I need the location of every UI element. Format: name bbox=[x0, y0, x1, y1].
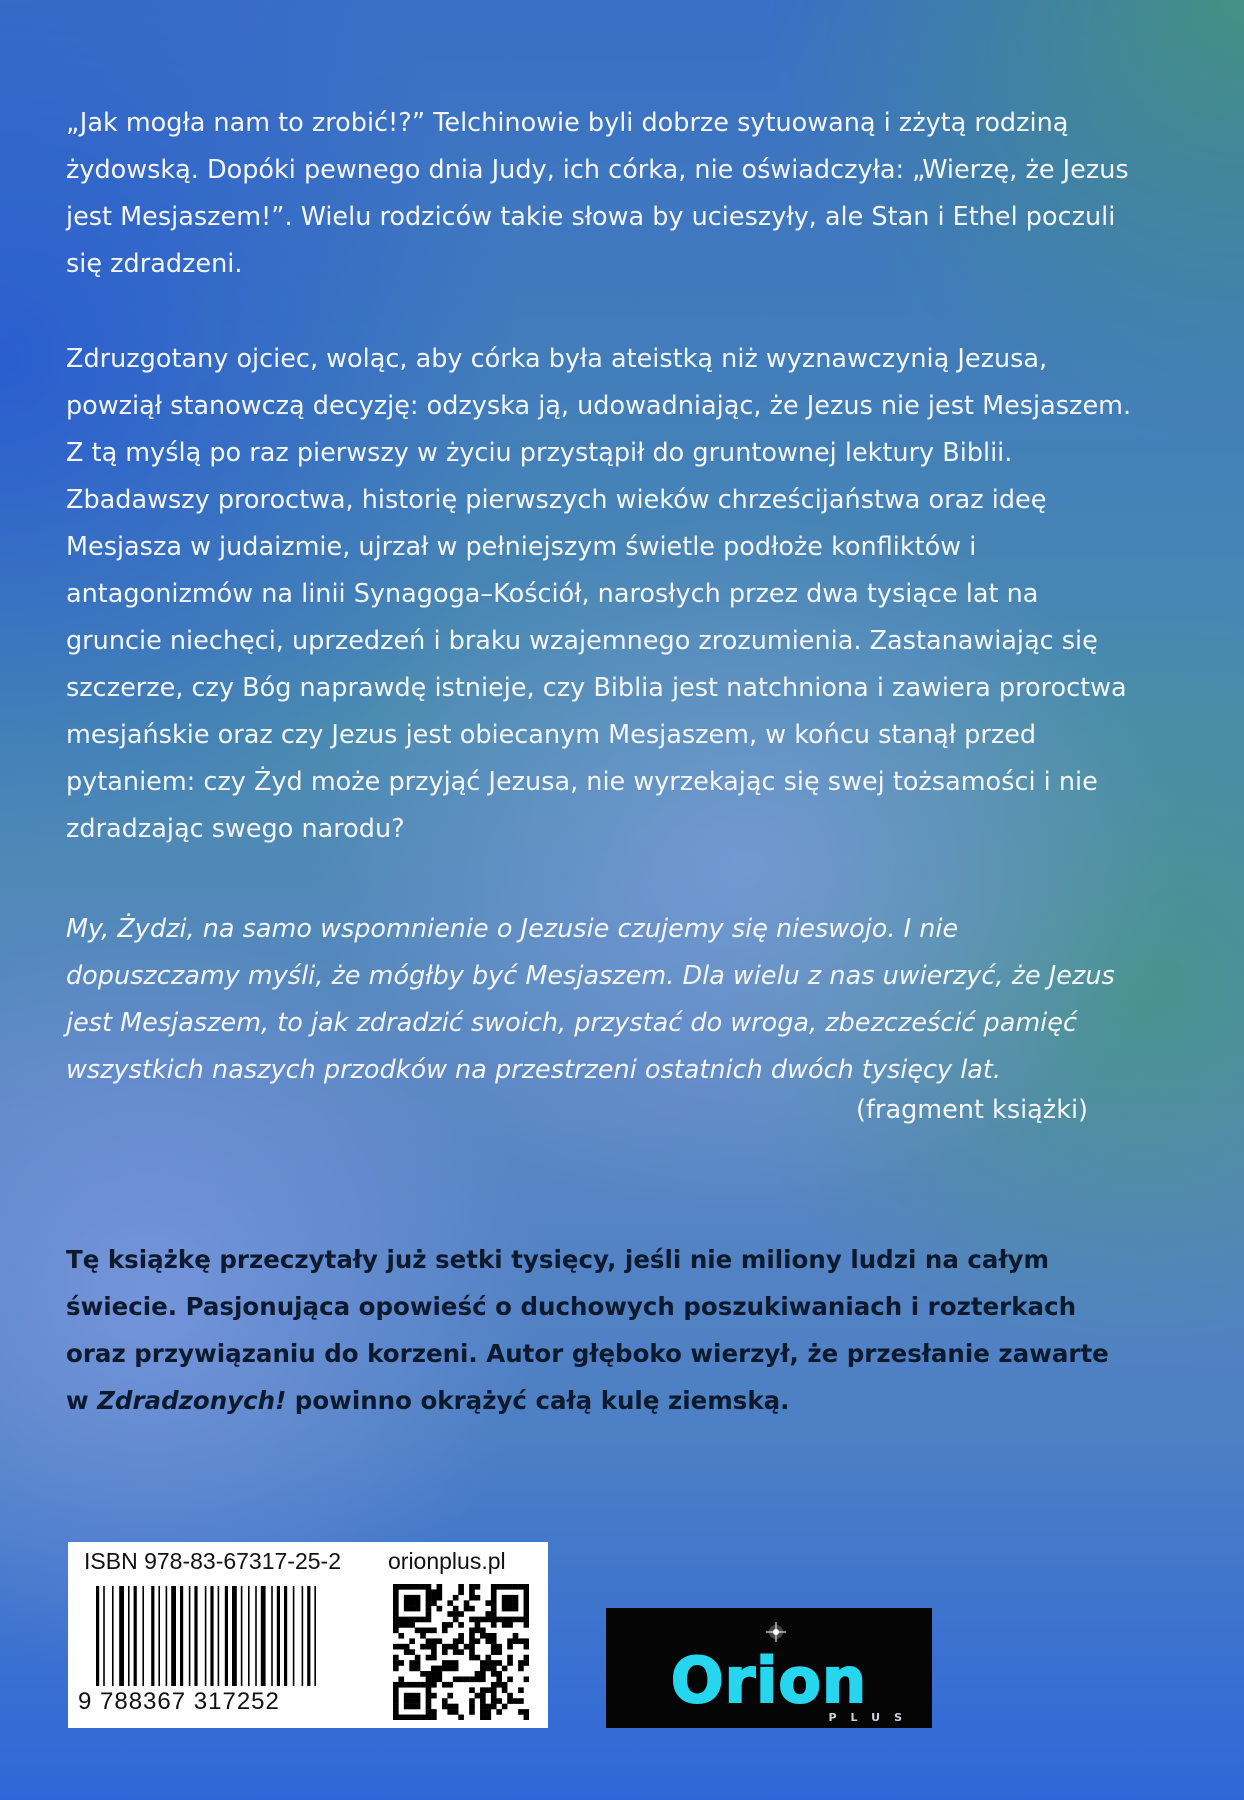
book-quote-text: My, Żydzi, na samo wspomnienie o Jezusie czujemy się nieswojo. I nie dopuszczamy myśli, że mógłby być Mesjaszem. Dla wielu z nas uwierzyć, że Jezus jest Mesjaszem, to jak zdradzić swoich, przystać do wroga, zbezcześcić pamięć wszystkich naszych przodków na przestrzeni ostatnich dwóch tysięcy lat. bbox=[66, 914, 1115, 1085]
barcode bbox=[96, 1586, 356, 1686]
promo-blurb bbox=[66, 1236, 1136, 1424]
book-title: Zdradzonych! bbox=[97, 1386, 287, 1415]
story-paragraph bbox=[66, 336, 1136, 853]
barcode-digits: 9 788367 317252 bbox=[78, 1688, 280, 1715]
blurb-part-2: powinno okrążyć całą kulę ziemską. bbox=[286, 1386, 790, 1415]
publisher-website: orionplus.pl bbox=[388, 1548, 506, 1574]
blurb-part-1: Tę książkę przeczytały już setki tysięcy, jeśli nie miliony ludzi na całym świecie. Pasjonująca opowieść o duchowych poszukiwaniach i rozterkach oraz przywiązaniu do korzeni. Autor głęboko wierzył, że przesłanie zawarte w bbox=[66, 1245, 1109, 1415]
book-quote bbox=[66, 906, 1136, 1094]
intro-paragraph-text: „Jak mogła nam to zrobić!?” Telchinowie byli dobrze sytuowaną i zżytą rodziną żydowską. Dopóki pewnego dnia Judy, ich córka, nie oświadczyła: „Wierzę, że Jezus jest Mesjaszem!”. Wielu rodziców takie słowa by ucieszyły, ale Stan i Ethel poczuli się zdradzeni. bbox=[66, 108, 1129, 279]
isbn-label bbox=[68, 1542, 548, 1728]
isbn-number: ISBN 978-83-67317-25-2 bbox=[84, 1548, 341, 1574]
publisher-logo bbox=[606, 1608, 932, 1728]
intro-paragraph bbox=[66, 100, 1136, 288]
publisher-logo-name: Orion bbox=[670, 1644, 868, 1717]
quote-attribution: (fragment książki) bbox=[856, 1095, 1088, 1125]
star-icon bbox=[766, 1622, 786, 1642]
publisher-logo-subtitle: PLUS bbox=[828, 1711, 916, 1724]
promo-blurb-text bbox=[66, 1236, 1136, 1424]
story-paragraph-text: Zdruzgotany ojciec, woląc, aby córka była ateistką niż wyznawczynią Jezusa, powziął stanowczą decyzję: odzyska ją, udowadniając, że Jezus nie jest Mesjaszem. Z tą myślą po raz pierwszy w życiu przystąpił do gruntownej lektury Biblii. Zbadawszy proroctwa, historię pierwszych wieków chrześcijaństwa oraz ideę Mesjasza w judaizmie, ujrzał w pełniejszym świetle podłoże konfliktów i antagonizmów na linii Synagoga–Kościół, narosłych przez dwa tysiące lat na gruncie niechęci, uprzedzeń i braku wzajemnego zrozumienia. Zastanawiając się szczerze, czy Bóg naprawdę istnieje, czy Biblia jest natchniona i zawiera proroctwa mesjańskie oraz czy Jezus jest obiecanym Mesjaszem, w końcu stanął przed pytaniem: czy Żyd może przyjąć Jezusa, nie wyrzekając się swej tożsamości i nie zdradzając swego narodu? bbox=[66, 344, 1132, 844]
qr-code bbox=[393, 1584, 529, 1720]
